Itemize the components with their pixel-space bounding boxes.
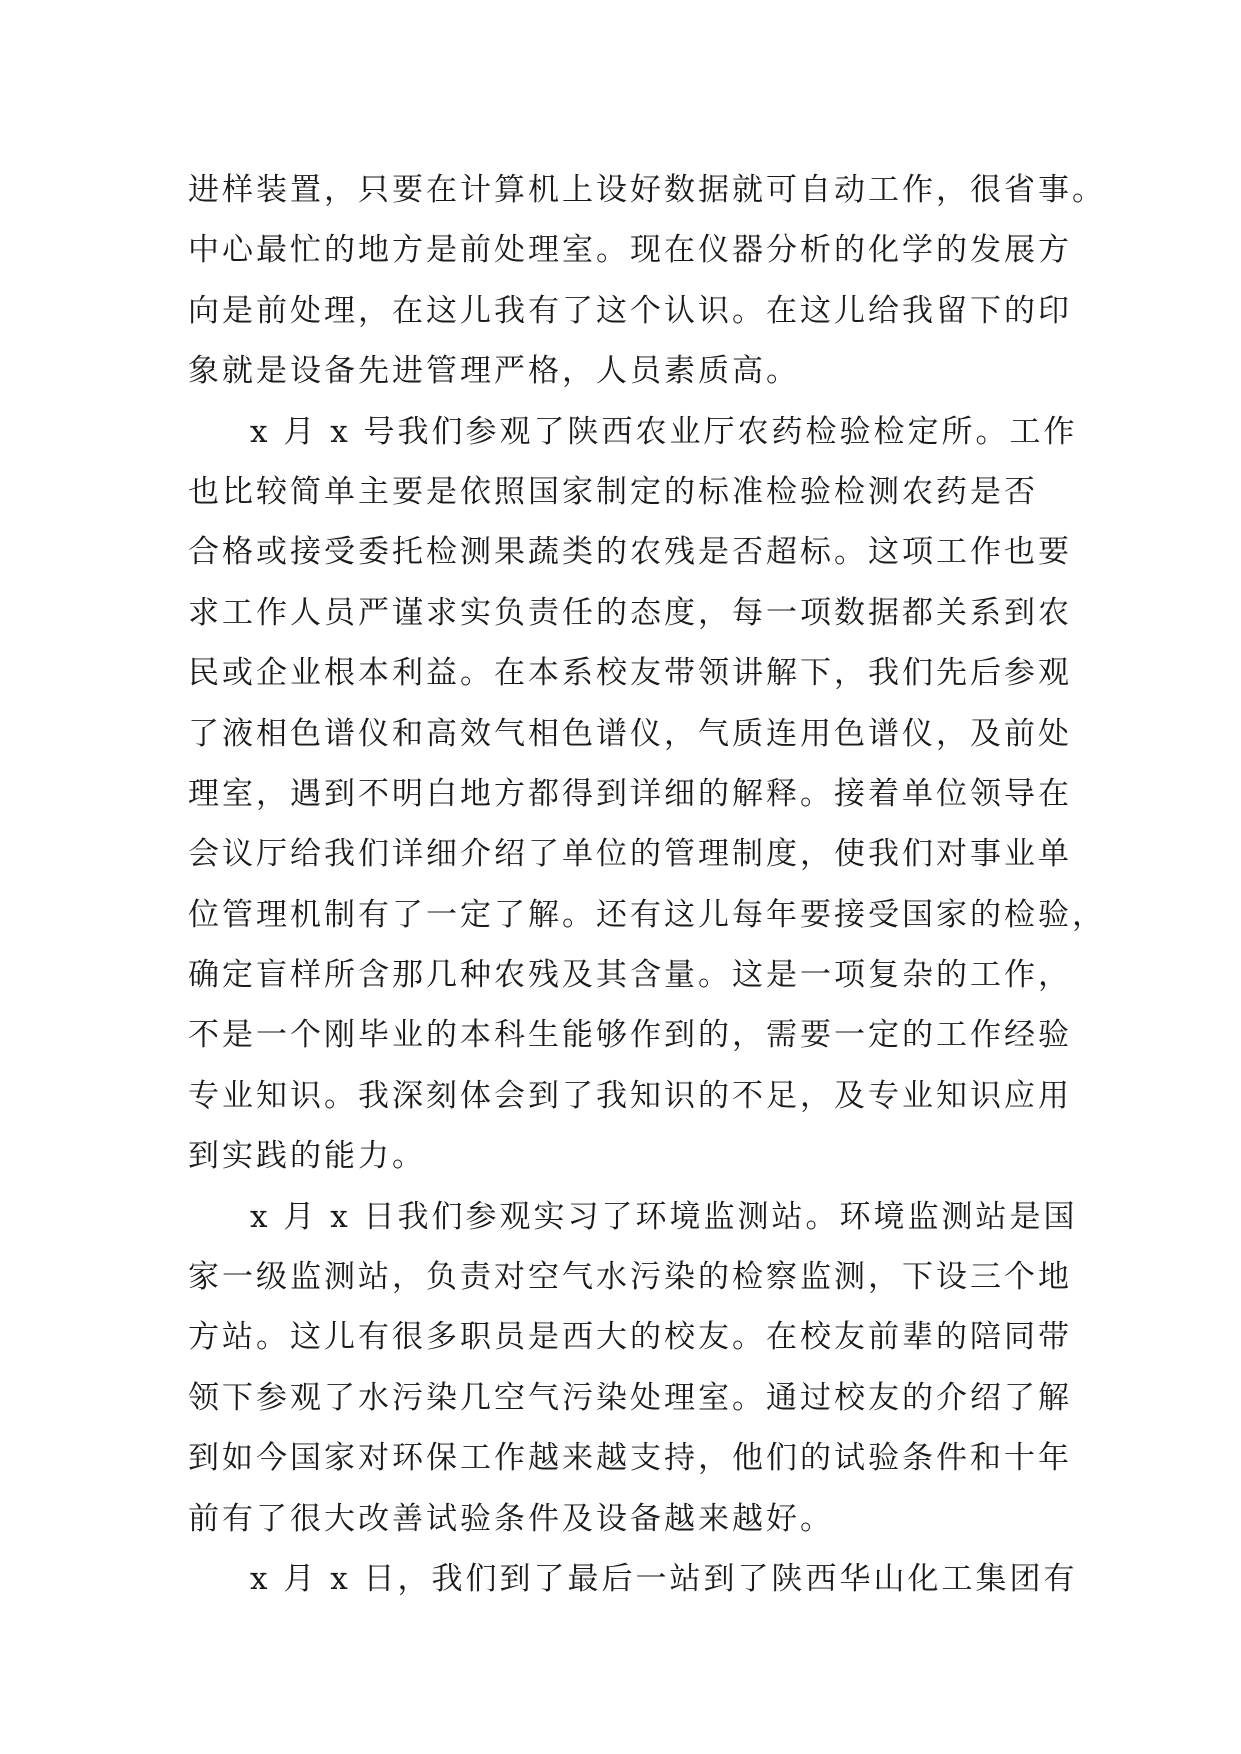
- text-line: 到实践的能力。: [188, 1138, 426, 1175]
- text-line: 到如今国家对环保工作越来越支持，他们的试验条件和十年: [188, 1440, 1072, 1477]
- text-line: 合格或接受委托检测果蔬类的农残是否超标。这项工作也要: [188, 534, 1072, 571]
- text-line: x 月 x 日我们参观实习了环境监测站。环境监测站是国: [250, 1198, 1078, 1235]
- text-line: 确定盲样所含那几种农残及其含量。这是一项复杂的工作，: [188, 957, 1072, 994]
- text-line: 方站。这儿有很多职员是西大的校友。在校友前辈的陪同带: [188, 1319, 1072, 1356]
- text-line: 了液相色谱仪和高效气相色谱仪，气质连用色谱仪，及前处: [188, 715, 1072, 752]
- paragraph-2: [188, 402, 1106, 1187]
- text-line: 家一级监测站，负责对空气水污染的检察监测，下设三个地: [188, 1259, 1072, 1296]
- paragraph-1: [188, 160, 1106, 402]
- text-line: 进样装置，只要在计算机上设好数据就可自动工作，很省事。: [188, 172, 1106, 208]
- text-line: 领下参观了水污染几空气污染处理室。通过校友的介绍了解: [188, 1379, 1072, 1416]
- text-line: 中心最忙的地方是前处理室。现在仪器分析的化学的发展方: [188, 232, 1072, 269]
- text-line: 位管理机制有了一定了解。还有这儿每年要接受国家的检验，: [188, 896, 1106, 933]
- text-line: 民或企业根本利益。在本系校友带领讲解下，我们先后参观: [188, 655, 1072, 692]
- text-line: 也比较简单主要是依照国家制定的标准检验检测农药是否: [188, 473, 1038, 510]
- text-line: 向是前处理，在这儿我有了这个认识。在这儿给我留下的印: [188, 292, 1072, 329]
- text-line: 前有了很大改善试验条件及设备越来越好。: [188, 1500, 834, 1537]
- document-body: [188, 160, 1106, 1609]
- text-line: 象就是设备先进管理严格，人员素质高。: [188, 353, 800, 390]
- text-line: 会议厅给我们详细介绍了单位的管理制度，使我们对事业单: [188, 836, 1072, 873]
- text-line: 求工作人员严谨求实负责任的态度，每一项数据都关系到农: [188, 594, 1072, 631]
- text-line: 理室，遇到不明白地方都得到详细的解释。接着单位领导在: [188, 775, 1072, 812]
- text-line: 专业知识。我深刻体会到了我知识的不足，及专业知识应用: [188, 1077, 1072, 1114]
- paragraph-3: [188, 1187, 1078, 1549]
- text-line: x 月 x 日，我们到了最后一站到了陕西华山化工集团有: [250, 1560, 1078, 1597]
- paragraph-4: [188, 1549, 1078, 1609]
- text-line: 不是一个刚毕业的本科生能够作到的，需要一定的工作经验: [188, 1017, 1072, 1054]
- text-line: x 月 x 号我们参观了陕西农业厅农药检验检定所。工作: [250, 413, 1078, 450]
